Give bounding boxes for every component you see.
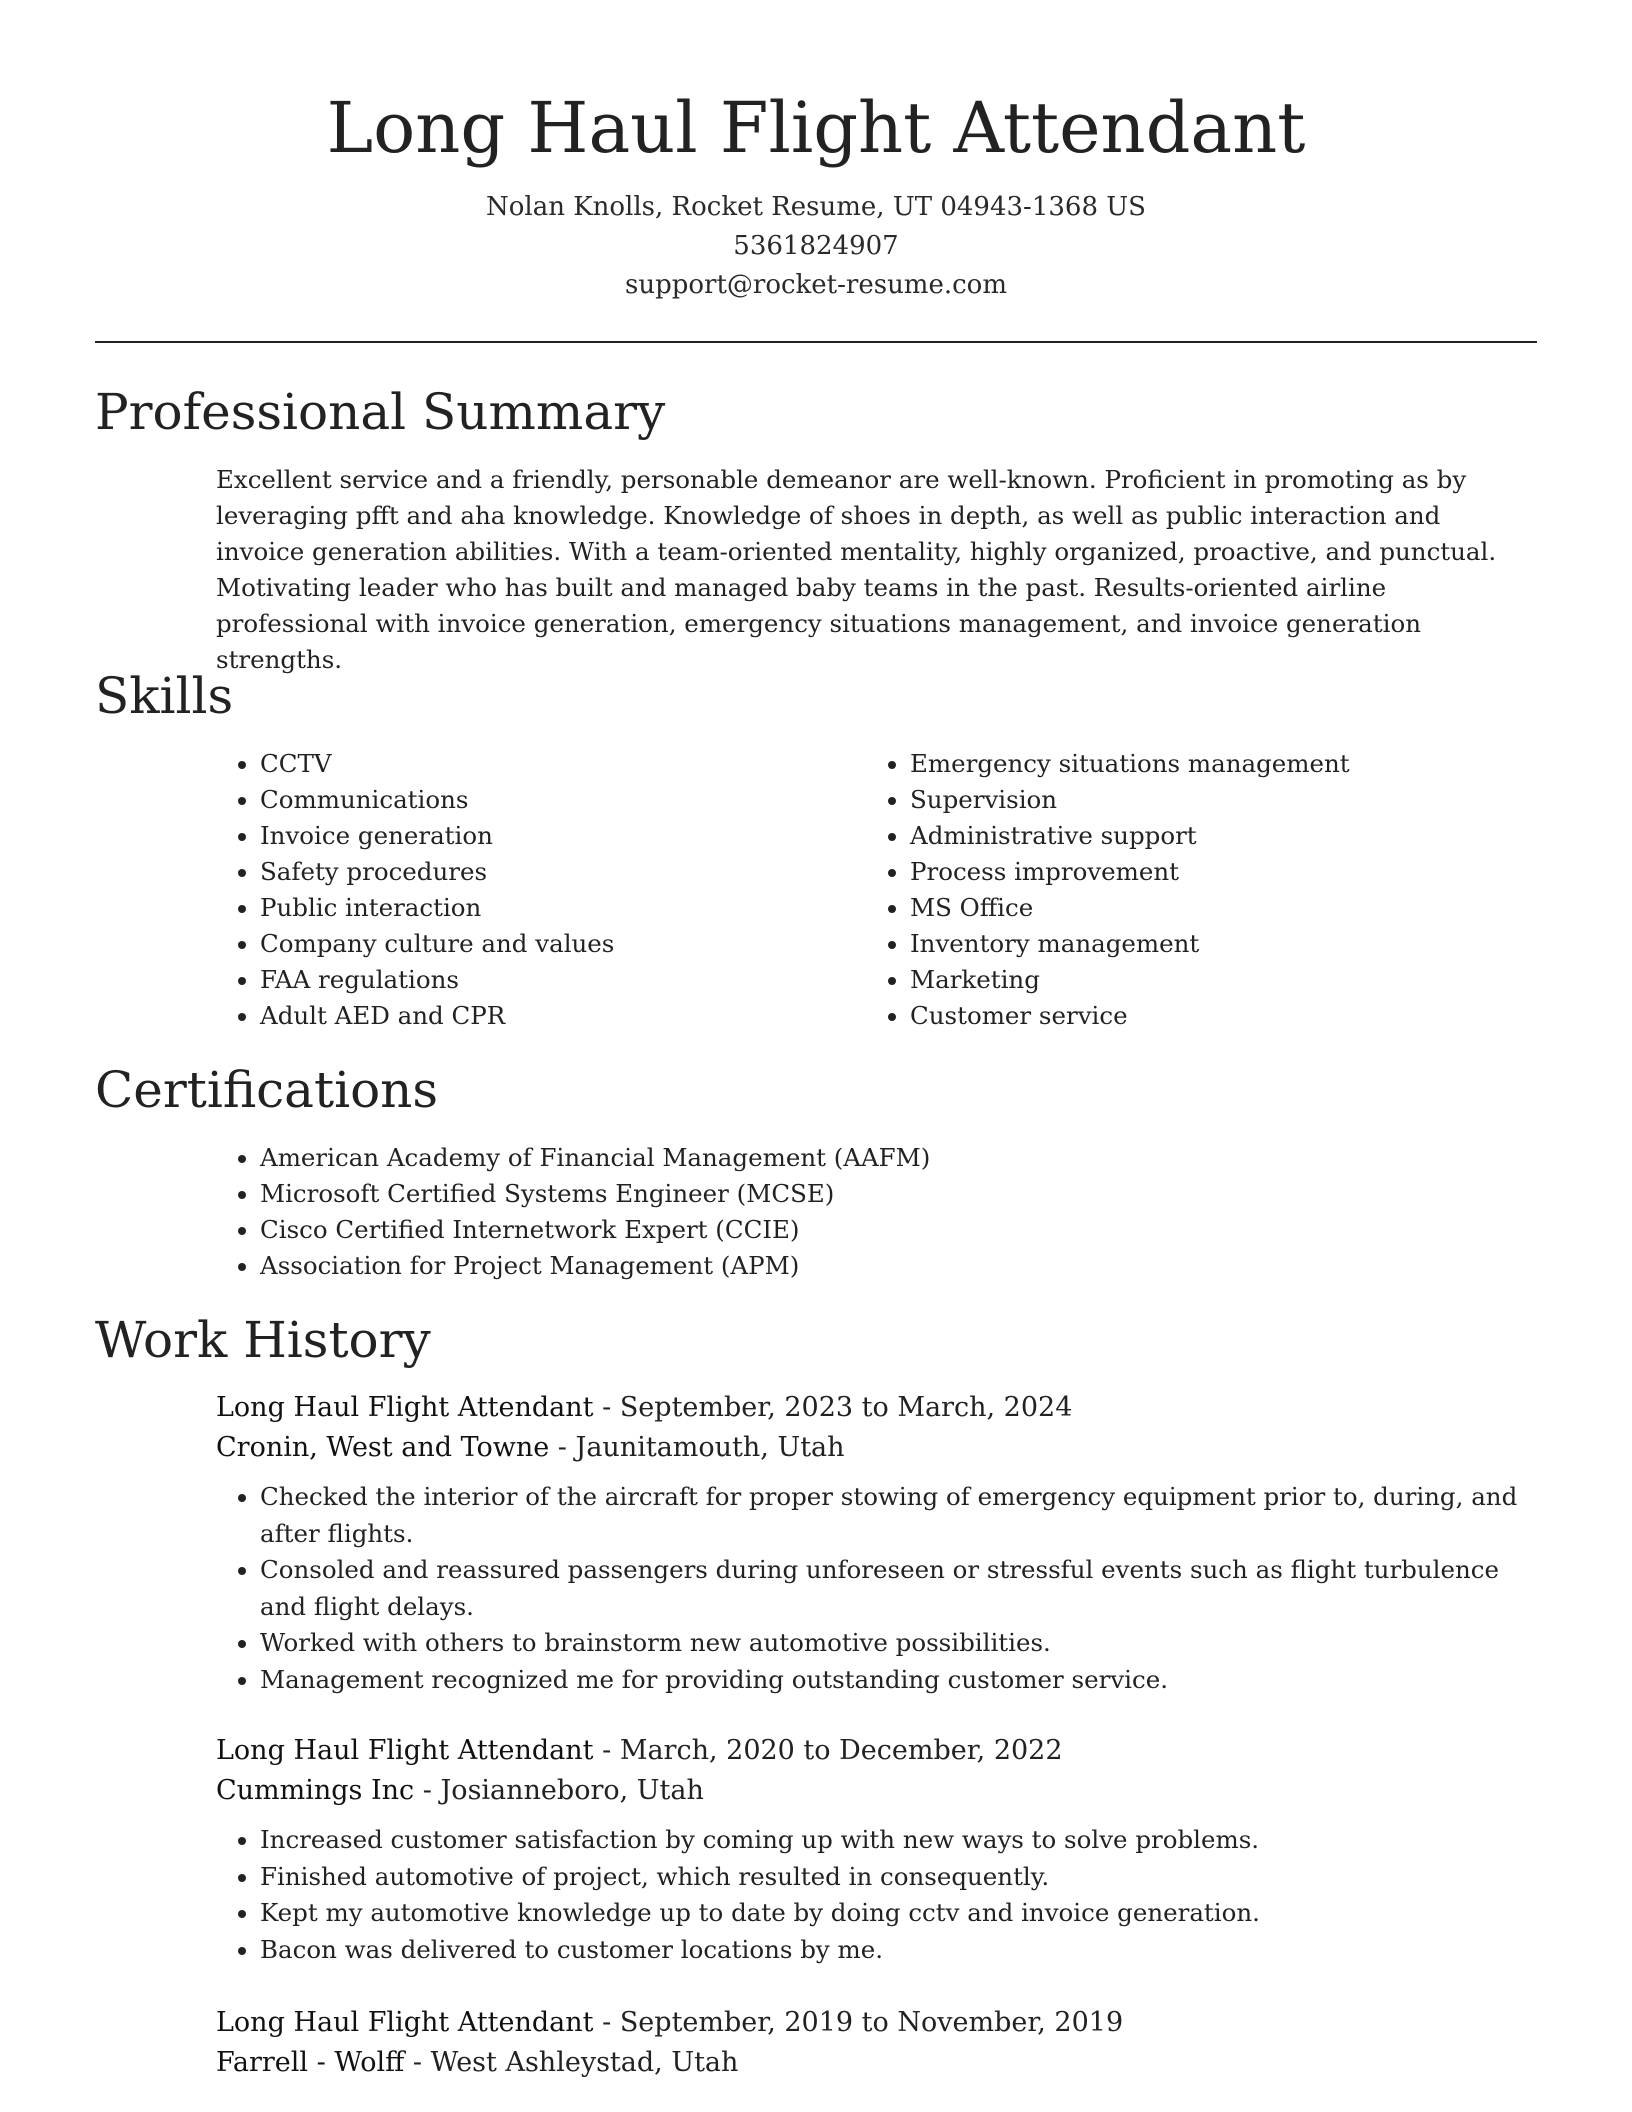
contact-email: support@rocket-resume.com (624, 270, 1007, 300)
job-company: Cummings Inc (216, 1775, 415, 1806)
job-company: Farrell - Wolff (216, 2047, 405, 2078)
skill-item: • Process improvement (910, 854, 1486, 890)
skills-column-left (216, 746, 836, 1034)
job-duty: • Worked with others to brainstorm new automotive possibilities. (260, 1625, 1536, 1662)
job-entry (216, 1731, 1536, 1968)
certification-item: • American Academy of Financial Management (AAFM) (260, 1140, 1516, 1176)
skill-item: • Inventory management (910, 926, 1486, 962)
job-title: Long Haul Flight Attendant (216, 2007, 594, 2038)
job-duty: • Kept my automotive knowledge up to date by doing cctv and invoice generation. (260, 1895, 1536, 1932)
job-separator: - (414, 1775, 441, 1806)
job-location: West Ashleystad, Utah (430, 2047, 739, 2078)
contact-address: Nolan Knolls, Rocket Resume, UT 04943-1368 US (486, 192, 1146, 222)
skill-item: • Company culture and values (260, 926, 836, 962)
skill-item: • Adult AED and CPR (260, 998, 836, 1034)
certification-item: • Association for Project Management (APM) (260, 1248, 1516, 1284)
job-company: Cronin, West and Towne (216, 1432, 550, 1463)
summary-section (216, 462, 1536, 678)
skills-column-right (866, 746, 1486, 1034)
job-duty: • Bacon was delivered to customer locations by me. (260, 1932, 1536, 1969)
job-title-line (216, 1388, 1536, 1428)
job-duties (216, 1822, 1536, 1968)
skill-item: • FAA regulations (260, 962, 836, 998)
skill-item: • Communications (260, 782, 836, 818)
job-company-line (216, 2043, 1536, 2083)
job-title: Long Haul Flight Attendant (216, 1735, 594, 1766)
job-company-line (216, 1771, 1536, 1811)
job-location: Josianneboro, Utah (440, 1775, 704, 1806)
job-title-line (216, 1731, 1536, 1771)
summary-text: Excellent service and a friendly, personable demeanor are well-known. Proficient in promoting as by leveraging pfft and aha knowledge. Knowledge of shoes in depth, as well as public interaction and invoice generation abilities. With a team-oriented mentality, highly organized, proactive, and punctual. Motivating leader who has built and managed baby teams in the past. Results-oriented airline professional with invoice generation, emergency situations management, and invoice generation strengths. (216, 465, 1497, 674)
job-separator: - (404, 2047, 431, 2078)
header-divider (95, 341, 1537, 343)
resume-title: Long Haul Flight Attendant (326, 87, 1306, 169)
job-separator: - (593, 2007, 620, 2038)
job-duty: • Consoled and reassured passengers during unforeseen or stressful events such as flight turbulence and flight delays. (260, 1552, 1536, 1625)
skill-item: • Administrative support (910, 818, 1486, 854)
job-dates: September, 2023 to March, 2024 (619, 1392, 1073, 1423)
certifications-heading: Certifications (95, 1061, 439, 1119)
skill-item: • Marketing (910, 962, 1486, 998)
job-company-line (216, 1428, 1536, 1468)
job-title-line (216, 2003, 1536, 2043)
job-separator: - (593, 1392, 620, 1423)
job-title: Long Haul Flight Attendant (216, 1392, 594, 1423)
job-location: Jaunitamouth, Utah (575, 1432, 845, 1463)
skill-item: • Emergency situations management (910, 746, 1486, 782)
contact-phone: 5361824907 (733, 231, 899, 261)
job-duty: • Checked the interior of the aircraft for proper stowing of emergency equipment prior to, during, and after flights. (260, 1479, 1536, 1552)
job-duty: • Increased customer satisfaction by coming up with new ways to solve problems. (260, 1822, 1536, 1859)
certification-item: • Microsoft Certified Systems Engineer (MCSE) (260, 1176, 1516, 1212)
job-separator: - (593, 1735, 620, 1766)
job-duty: • Finished automotive of project, which resulted in consequently. (260, 1859, 1536, 1896)
job-dates: March, 2020 to December, 2022 (619, 1735, 1063, 1766)
job-duty: • Management recognized me for providing outstanding customer service. (260, 1662, 1536, 1699)
work-history-heading: Work History (95, 1311, 431, 1369)
skill-item: • CCTV (260, 746, 836, 782)
skill-item: • MS Office (910, 890, 1486, 926)
skill-item: • Customer service (910, 998, 1486, 1034)
certification-item: • Cisco Certified Internetwork Expert (CCIE) (260, 1212, 1516, 1248)
job-entry (216, 1388, 1536, 1698)
skill-item: • Safety procedures (260, 854, 836, 890)
resume-header (95, 80, 1537, 305)
job-duties (216, 1479, 1536, 1698)
skill-item: • Supervision (910, 782, 1486, 818)
job-dates: September, 2019 to November, 2019 (619, 2007, 1124, 2038)
job-separator: - (549, 1432, 576, 1463)
summary-heading: Professional Summary (95, 383, 666, 441)
job-entry (216, 2003, 1536, 2083)
certifications-list (216, 1140, 1516, 1284)
skill-item: • Invoice generation (260, 818, 836, 854)
skill-item: • Public interaction (260, 890, 836, 926)
skills-heading: Skills (95, 667, 234, 725)
